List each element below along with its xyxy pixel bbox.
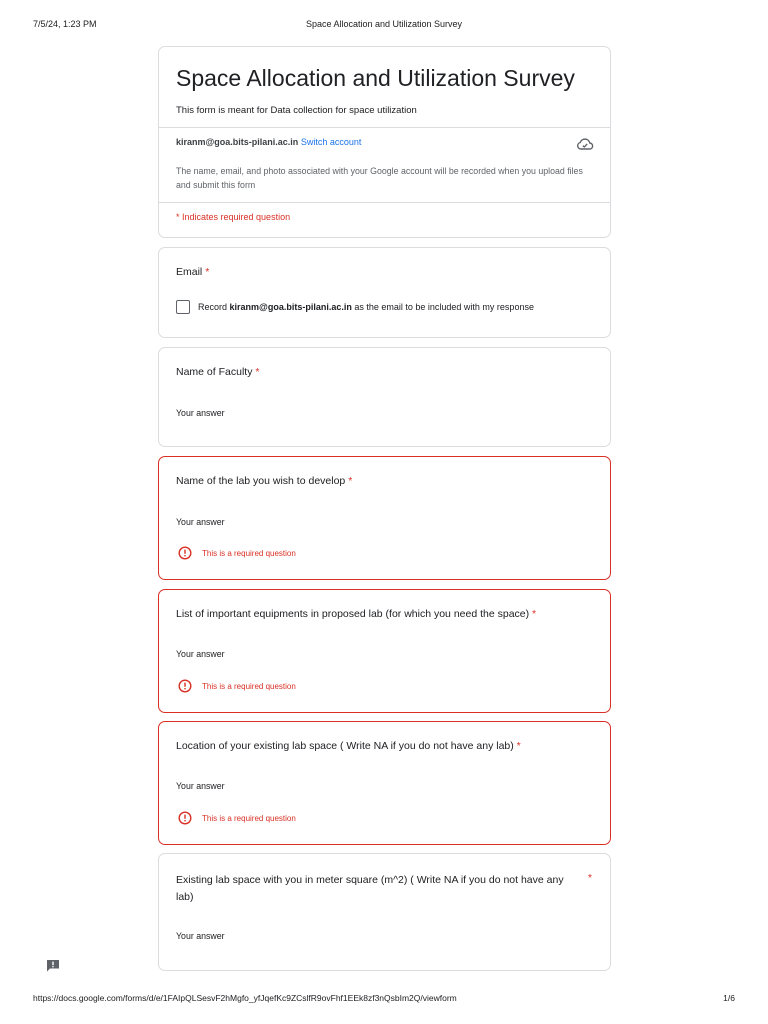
privacy-note: The name, email, and photo associated with your Google account will be recorded when you upload files and submit this form [176, 166, 583, 190]
error-message [178, 679, 296, 693]
required-asterisk: * [587, 872, 592, 884]
error-text: This is a required question [202, 813, 296, 823]
account-email: kiranm@goa.bits-pilani.ac.in [176, 137, 299, 147]
print-datetime: 7/5/24, 1:23 PM [33, 19, 97, 29]
record-email-label[interactable]: Record kiranm@goa.bits-pilani.ac.in as the email to be included with my response [198, 302, 534, 312]
record-email-checkbox[interactable] [176, 300, 190, 314]
answer-input[interactable]: Your answer [176, 408, 225, 418]
question-card [158, 456, 611, 580]
question-card [158, 721, 611, 845]
question-text: Name of the lab you wish to develop [176, 475, 346, 487]
answer-input[interactable]: Your answer [176, 517, 225, 527]
print-page-number: 1/6 [723, 993, 735, 1003]
required-asterisk: * [348, 475, 353, 487]
question-text: Email [176, 266, 203, 278]
divider [159, 127, 610, 128]
required-asterisk: * [516, 740, 521, 752]
required-note: * Indicates required question [176, 212, 291, 222]
question-text: Existing lab space with you in meter square (m^2) ( Write NA if you do not have any lab) [176, 874, 564, 903]
feedback-icon[interactable] [46, 959, 60, 972]
answer-input[interactable]: Your answer [176, 931, 225, 941]
form-title: Space Allocation and Utilization Survey [176, 65, 575, 91]
form-description: This form is meant for Data collection for space utilization [176, 105, 417, 116]
question-text: List of important equipments in proposed lab (for which you need the space) [176, 608, 530, 620]
error-message [178, 811, 296, 825]
cloud-icon[interactable] [576, 137, 594, 151]
print-header [33, 19, 735, 31]
error-icon [178, 679, 192, 693]
question-card [158, 853, 611, 971]
divider [159, 202, 610, 203]
question-label [176, 473, 580, 490]
question-label [176, 606, 580, 623]
question-text: Name of Faculty [176, 366, 253, 378]
error-icon [178, 546, 192, 560]
switch-account-link[interactable]: Switch account [300, 137, 362, 147]
email-question-card [158, 247, 611, 338]
answer-input[interactable]: Your answer [176, 781, 225, 791]
required-asterisk: * [532, 608, 537, 620]
question-label [176, 264, 580, 281]
question-label [176, 364, 580, 381]
account-row [176, 137, 361, 147]
required-asterisk: * [205, 266, 210, 278]
error-icon [178, 811, 192, 825]
print-url: https://docs.google.com/forms/d/e/1FAIpQLSesvF2hMgfo_yfJqefKc9ZCslfR9ovFhf1EEk8zf3nQsbIm2Q/viewform [33, 993, 457, 1003]
question-text: Location of your existing lab space ( Write NA if you do not have any lab) [176, 740, 514, 752]
question-label [176, 738, 580, 755]
record-email-option[interactable] [176, 300, 534, 314]
question-label [176, 872, 572, 906]
error-message [178, 546, 296, 560]
answer-input[interactable]: Your answer [176, 649, 225, 659]
question-card [158, 347, 611, 447]
error-text: This is a required question [202, 548, 296, 558]
form-header-card [158, 46, 611, 238]
error-text: This is a required question [202, 681, 296, 691]
required-asterisk: * [255, 366, 260, 378]
question-card [158, 589, 611, 713]
print-footer [33, 993, 735, 1005]
print-title: Space Allocation and Utilization Survey [305, 19, 463, 29]
